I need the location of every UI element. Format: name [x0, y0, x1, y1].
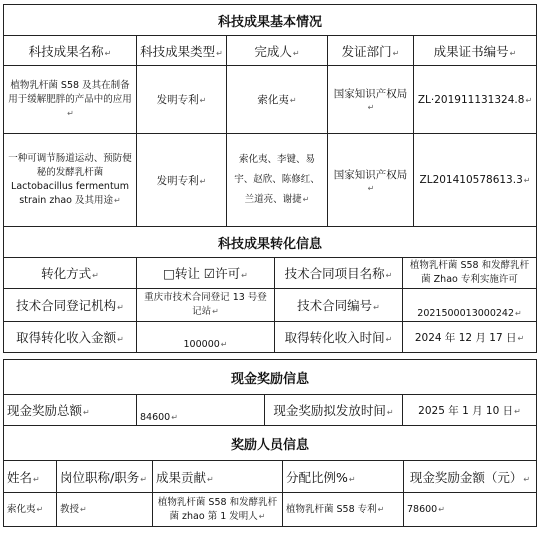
achievement-name: 植物乳杆菌 S58 及其在制备用于缓解肥胖的产品中的应用 ↵: [4, 66, 137, 134]
header-name: 科技成果名称 ↵: [4, 36, 137, 66]
achievement-persons: 索化夷、李键、易宇、赵欣、陈修红、兰道亮、谢捷 ↵: [227, 134, 328, 227]
header-contribution: 成果贡献 ↵: [153, 461, 283, 493]
section-title-cash: 现金奖励信息: [4, 360, 537, 395]
person-amount: 78600 ↵: [404, 493, 537, 527]
achievement-cert: ZL·201911131324.8 ↵: [414, 66, 537, 134]
achievement-persons: 索化夷 ↵: [227, 66, 328, 134]
cash-award-table: [3, 359, 537, 426]
section-title-basic: 科技成果基本情况: [4, 5, 537, 36]
header-persons: 完成人 ↵: [227, 36, 328, 66]
award-persons-table: [3, 425, 537, 527]
section-title-persons: 奖励人员信息: [4, 426, 537, 461]
header-dept: 发证部门 ↵: [328, 36, 414, 66]
header-ratio: 分配比例% ↵: [283, 461, 404, 493]
achievement-type: 发明专利 ↵: [137, 66, 227, 134]
contract-no-value: 2021500013000242 ↵: [403, 289, 537, 322]
cash-time-value: 2025 年 1 月 10 日 ↵: [403, 395, 537, 426]
person-ratio: 植物乳杆菌 S58 专利 ↵: [283, 493, 404, 527]
cash-time-label: 现金奖励拟发放时间 ↵: [265, 395, 403, 426]
header-amount: 现金奖励金额（元） ↵: [404, 461, 537, 493]
section-title-transfer: 科技成果转化信息: [4, 227, 537, 258]
income-value: 100000 ↵: [137, 322, 275, 353]
contract-name-label: 技术合同项目名称 ↵: [275, 258, 403, 289]
header-post: 岗位职称/职务 ↵: [57, 461, 153, 493]
income-time-value: 2024 年 12 月 17 日 ↵: [403, 322, 537, 353]
method-value: □转让 ☑许可 ↵: [137, 258, 275, 289]
method-label: 转化方式 ↵: [4, 258, 137, 289]
basic-info-table: [3, 4, 537, 227]
achievement-dept: 国家知识产权局 ↵: [328, 66, 414, 134]
transfer-info-table: [3, 226, 537, 353]
achievement-dept: 国家知识产权局 ↵: [328, 134, 414, 227]
person-contribution: 植物乳杆菌 S58 和发酵乳杆菌 zhao 第 1 发明人 ↵: [153, 493, 283, 527]
reg-org-label: 技术合同登记机构 ↵: [4, 289, 137, 322]
income-time-label: 取得转化收入时间 ↵: [275, 322, 403, 353]
achievement-name: 一种可调节肠道运动、预防便秘的发酵乳杆菌 Lactobacillus fermentum strain zhao 及其用途 ↵: [4, 134, 137, 227]
person-name: 索化夷 ↵: [4, 493, 57, 527]
cash-total-value: 84600 ↵: [137, 395, 265, 426]
contract-name-value: 植物乳杆菌 S58 和发酵乳杆菌 Zhao 专利实施许可: [403, 258, 537, 289]
contract-no-label: 技术合同编号 ↵: [275, 289, 403, 322]
person-post: 教授 ↵: [57, 493, 153, 527]
achievement-cert: ZL201410578613.3 ↵: [414, 134, 537, 227]
achievement-type: 发明专利 ↵: [137, 134, 227, 227]
header-type: 科技成果类型 ↵: [137, 36, 227, 66]
income-label: 取得转化收入金额 ↵: [4, 322, 137, 353]
header-cert: 成果证书编号 ↵: [414, 36, 537, 66]
header-person-name: 姓名 ↵: [4, 461, 57, 493]
reg-org-value: 重庆市技术合同登记 13 号登记站 ↵: [137, 289, 275, 322]
cash-total-label: 现金奖励总额 ↵: [4, 395, 137, 426]
